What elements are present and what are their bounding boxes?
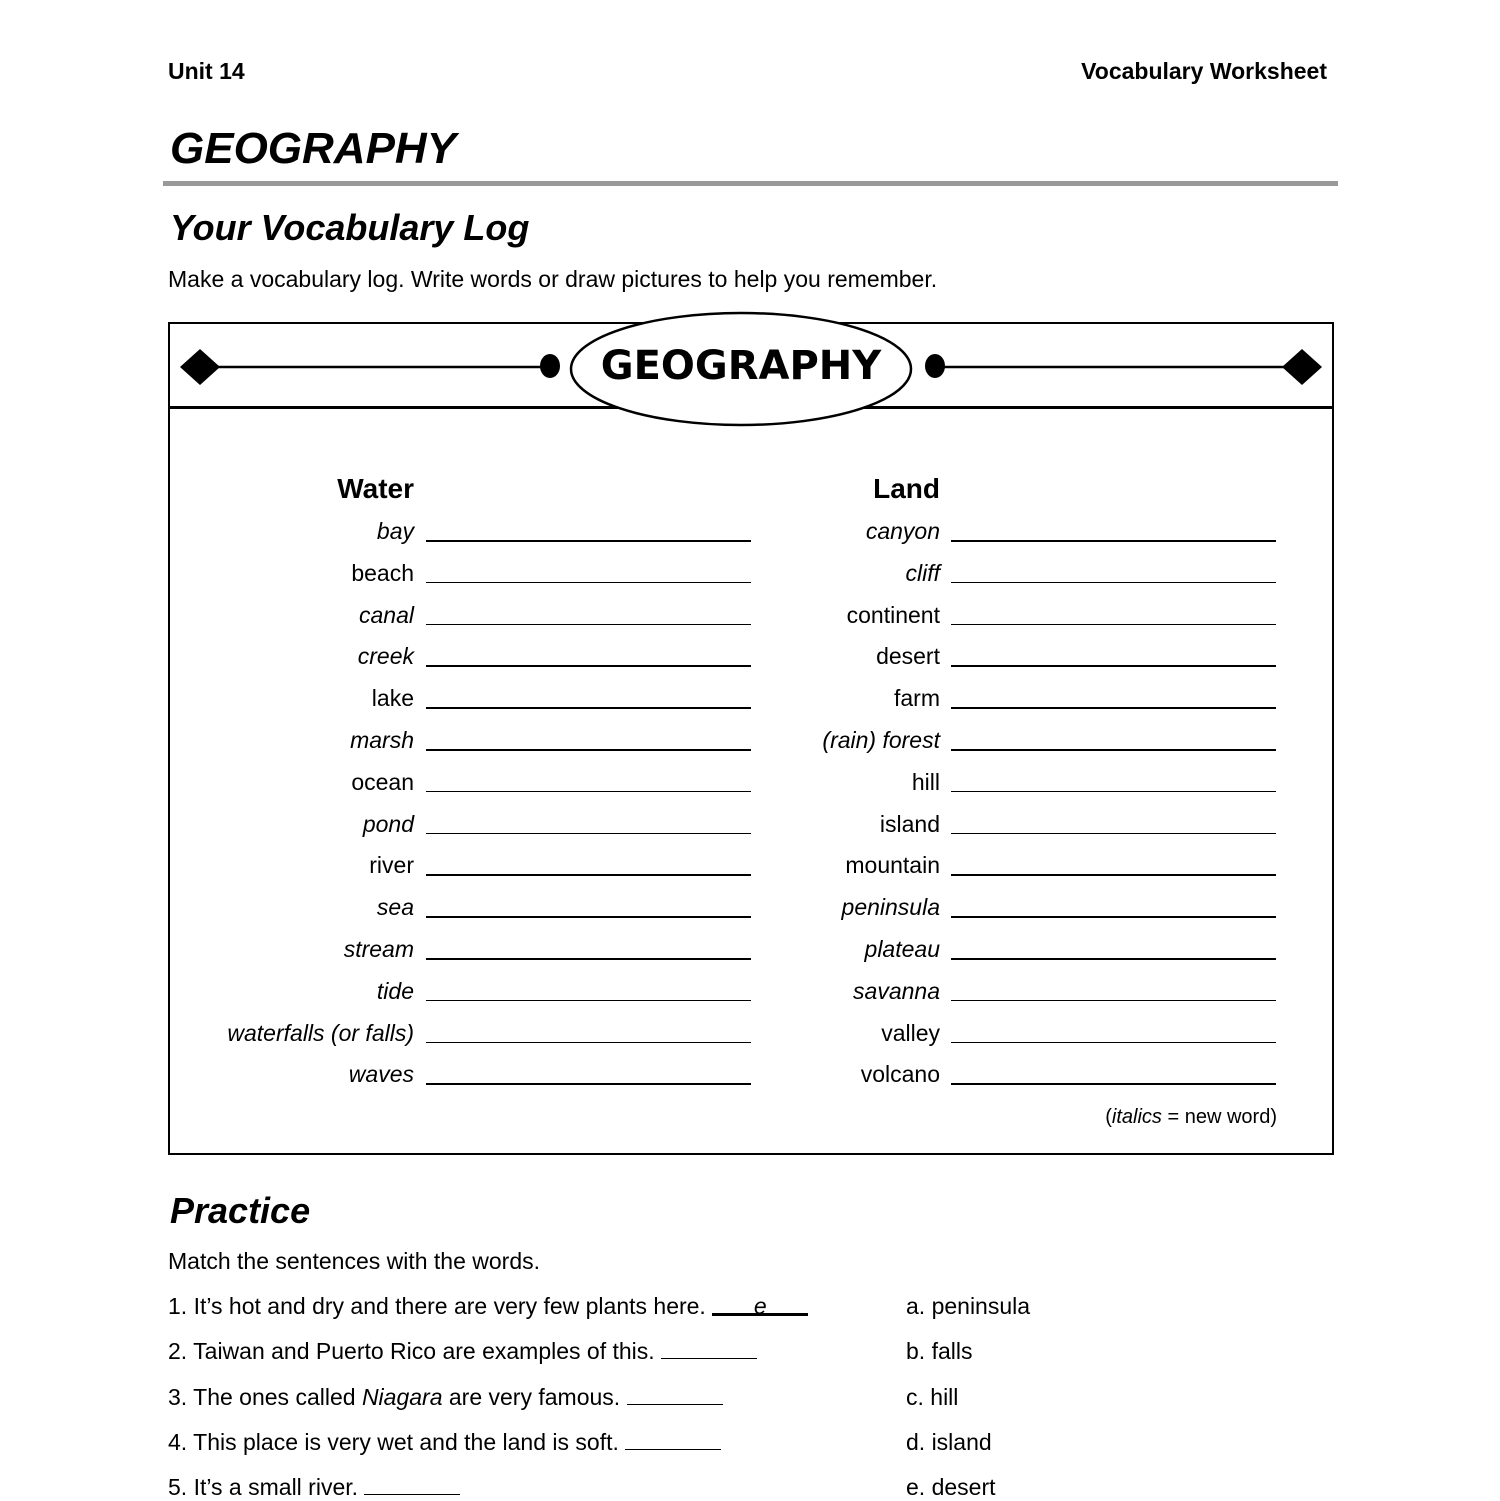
answer-blank[interactable] bbox=[661, 1338, 757, 1359]
vocab-row-land bbox=[0, 852, 940, 882]
question-text: 4. This place is very wet and the land is soft. bbox=[168, 1428, 626, 1455]
vocab-row-land bbox=[0, 769, 940, 799]
vocab-word: volcano bbox=[860, 1061, 940, 1088]
vocab-row-land bbox=[0, 560, 940, 590]
vocab-row-land bbox=[0, 936, 940, 966]
question-text: 3. The ones called bbox=[168, 1383, 362, 1410]
unit-label: Unit 14 bbox=[168, 58, 245, 84]
vocab-word: sea bbox=[376, 894, 414, 921]
vocab-blank-line[interactable] bbox=[951, 833, 1276, 835]
banner-title: GEOGRAPHY bbox=[600, 343, 882, 389]
vocab-word: stream bbox=[343, 936, 414, 962]
vocab-blank-line[interactable] bbox=[951, 958, 1276, 960]
practice-question bbox=[168, 1338, 757, 1365]
worksheet-type: Vocabulary Worksheet bbox=[1081, 58, 1327, 84]
practice-heading: Practice bbox=[170, 1190, 311, 1231]
vocab-row-land bbox=[0, 1061, 940, 1091]
vocab-row-land bbox=[0, 811, 940, 841]
vocab-word: tide bbox=[376, 977, 414, 1004]
vocab-word: cliff bbox=[905, 559, 940, 586]
vocab-blank-line[interactable] bbox=[951, 540, 1276, 542]
answer-blank[interactable] bbox=[625, 1429, 721, 1450]
vocab-blank-line[interactable] bbox=[951, 1000, 1276, 1002]
vocab-word: peninsula bbox=[841, 894, 940, 921]
practice-question bbox=[168, 1429, 721, 1456]
page-title: GEOGRAPHY bbox=[170, 124, 457, 173]
vocab-row-land bbox=[0, 894, 940, 924]
vocab-row-land bbox=[0, 727, 940, 757]
practice-question bbox=[168, 1474, 460, 1501]
title-divider bbox=[163, 181, 1338, 186]
vocab-row-land bbox=[0, 643, 940, 673]
note-open: ( bbox=[1105, 1106, 1112, 1128]
vocab-blank-line[interactable] bbox=[951, 707, 1276, 709]
vocab-row-land bbox=[0, 602, 940, 632]
vocab-word: creek bbox=[357, 643, 414, 670]
diamond-right-icon bbox=[1282, 349, 1322, 385]
diamond-left-icon bbox=[180, 349, 220, 385]
vocab-word: island bbox=[879, 810, 940, 837]
vocab-word: lake bbox=[371, 685, 414, 712]
answer-option: c. hill bbox=[906, 1383, 959, 1410]
vocab-word: savanna bbox=[853, 977, 940, 1004]
question-text: 5. It’s a small river. bbox=[168, 1474, 365, 1501]
question-italic-text: Niagara bbox=[361, 1383, 443, 1410]
vocab-blank-line[interactable] bbox=[951, 749, 1276, 751]
question-text: 2. Taiwan and Puerto Rico are examples of this. bbox=[168, 1338, 662, 1365]
answer-option: e. desert bbox=[906, 1474, 996, 1501]
vocab-blank-line[interactable] bbox=[951, 874, 1276, 876]
vocab-word: river bbox=[369, 852, 414, 879]
vocab-word: plateau bbox=[864, 936, 940, 962]
answer-option: d. island bbox=[906, 1428, 992, 1455]
vocab-row-land bbox=[0, 685, 940, 715]
vocab-blank-line[interactable] bbox=[951, 582, 1276, 584]
vocab-word: waves bbox=[348, 1061, 414, 1088]
practice-instructions: Match the sentences with the words. bbox=[168, 1248, 541, 1274]
note-rest: = new word) bbox=[1161, 1106, 1277, 1128]
land-heading: Land bbox=[873, 473, 940, 504]
answer-blank[interactable] bbox=[364, 1474, 460, 1495]
vocab-blank-line[interactable] bbox=[951, 665, 1276, 667]
vocab-word: ocean bbox=[351, 768, 414, 795]
vocab-word: farm bbox=[894, 685, 940, 712]
vocab-row-land bbox=[0, 1020, 940, 1050]
question-text: 1. It’s hot and dry and there are very few plants here. bbox=[168, 1293, 713, 1319]
vocab-blank-line[interactable] bbox=[951, 791, 1276, 793]
answer-option: a. peninsula bbox=[906, 1293, 1031, 1319]
answer-blank[interactable]: e bbox=[712, 1293, 808, 1316]
practice-question bbox=[168, 1293, 808, 1320]
vocab-word: waterfalls (or falls) bbox=[227, 1019, 414, 1046]
vocab-blank-line[interactable] bbox=[951, 624, 1276, 626]
vocab-word: valley bbox=[881, 1019, 940, 1046]
vocab-blank-line[interactable] bbox=[951, 1042, 1276, 1044]
vocab-blank-line[interactable] bbox=[951, 916, 1276, 918]
answer-option: b. falls bbox=[906, 1338, 973, 1365]
water-heading: Water bbox=[337, 473, 414, 504]
vocab-word: (rain) forest bbox=[822, 727, 940, 753]
vocab-word: canyon bbox=[865, 518, 940, 544]
practice-question bbox=[168, 1384, 723, 1411]
vocab-word: pond bbox=[362, 810, 414, 837]
vocab-word: mountain bbox=[845, 852, 940, 879]
vocab-blank-line[interactable] bbox=[951, 1083, 1276, 1085]
vocab-word: continent bbox=[846, 601, 940, 628]
vocab-row-land bbox=[0, 518, 940, 548]
vocab-word: hill bbox=[911, 768, 940, 795]
vocab-word: desert bbox=[876, 643, 940, 670]
vocab-word: canal bbox=[359, 601, 414, 628]
answer-blank[interactable] bbox=[627, 1384, 723, 1405]
vocab-word: marsh bbox=[350, 727, 414, 753]
italics-note bbox=[1105, 1106, 1277, 1129]
vocab-row-land bbox=[0, 978, 940, 1008]
vocab-word: bay bbox=[376, 518, 414, 544]
question-text-rest: are very famous. bbox=[442, 1383, 627, 1410]
vocab-word: beach bbox=[351, 559, 414, 586]
note-italic: italics bbox=[1111, 1106, 1162, 1128]
log-heading: Your Vocabulary Log bbox=[170, 207, 530, 248]
log-instructions: Make a vocabulary log. Write words or draw pictures to help you remember. bbox=[168, 266, 938, 292]
